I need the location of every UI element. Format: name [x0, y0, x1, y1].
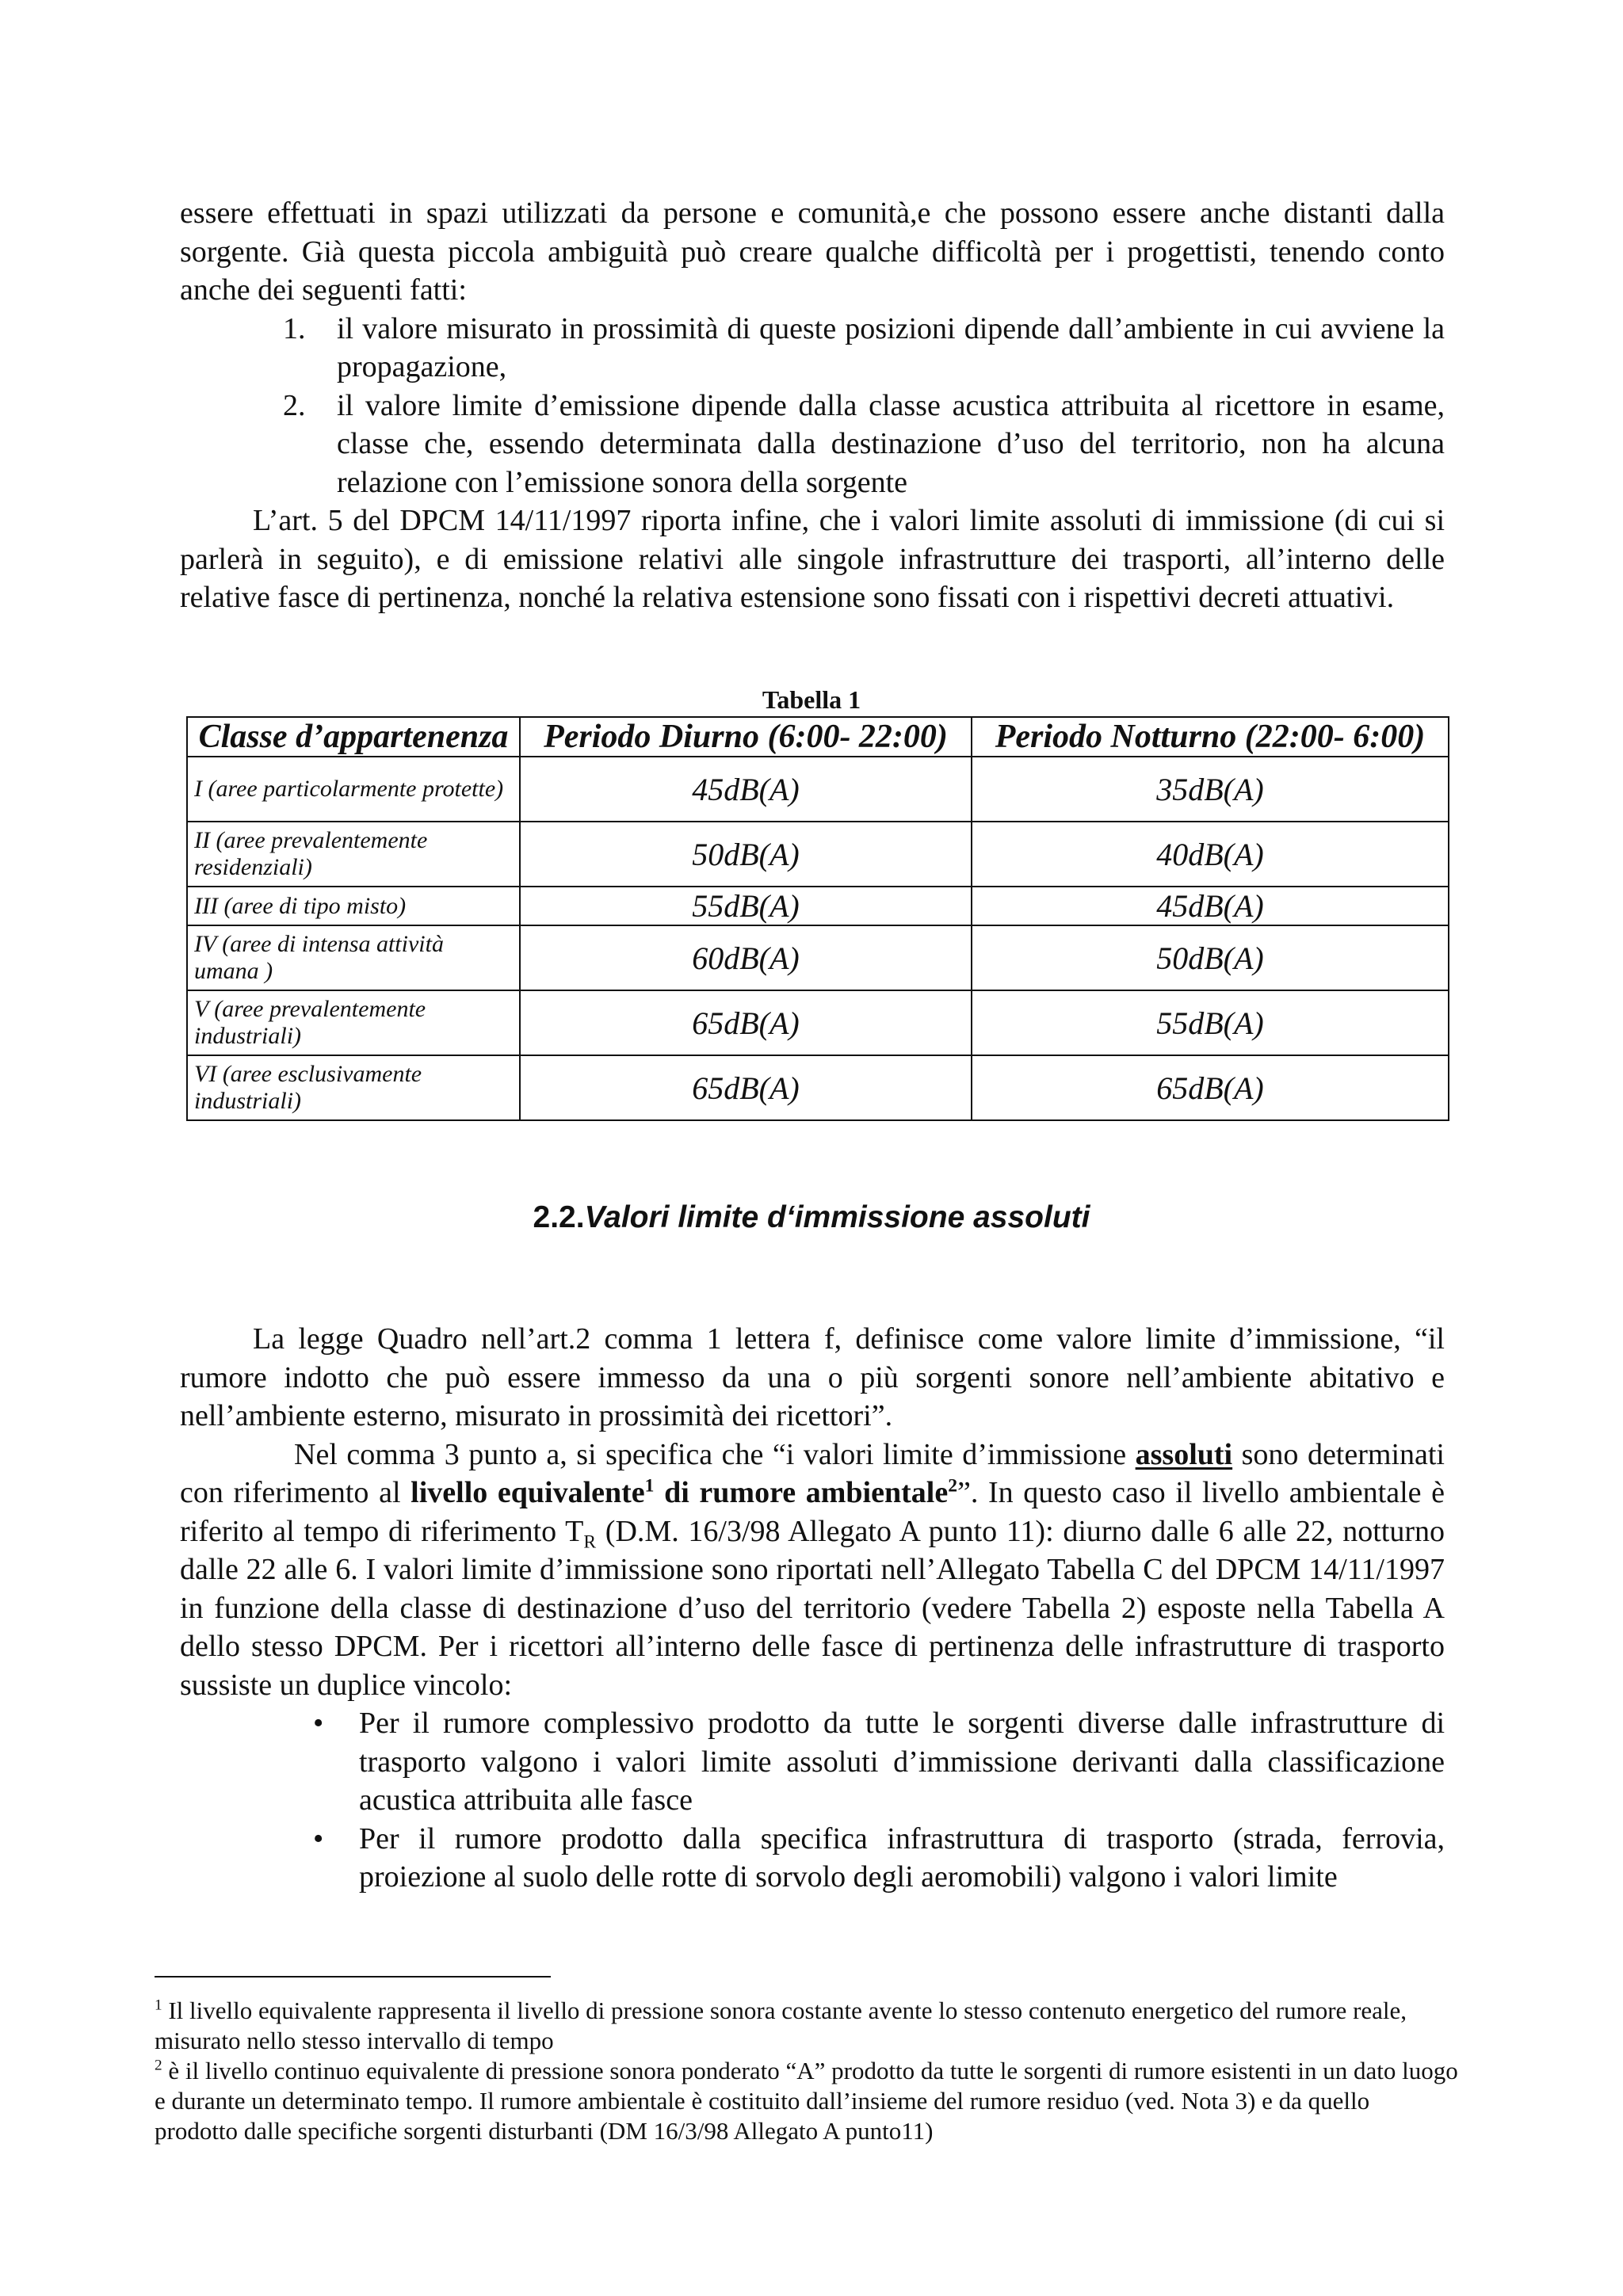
emphasis-assoluti: assoluti: [1135, 1437, 1233, 1471]
table-row: [187, 925, 1449, 990]
subscript-r: R: [583, 1531, 597, 1553]
class-cell: V (aree prevalentemente industriali): [187, 990, 520, 1055]
night-value: 45dB(A): [972, 887, 1449, 925]
footnote-ref-1[interactable]: 1: [644, 1475, 655, 1497]
bullet-item: [180, 1704, 1445, 1820]
numbered-list: [180, 310, 1445, 502]
table-row: [187, 887, 1449, 925]
list-item-text: il valore misurato in prossimità di queste posizioni dipende dall’ambiente in cui avviene la propagazione,: [337, 311, 1445, 383]
table-row: [187, 990, 1449, 1055]
list-item: [180, 310, 1445, 387]
section-heading: [0, 1199, 1623, 1237]
section-title: Valori limite d‘immissione assoluti: [584, 1200, 1090, 1234]
table-header-row: [187, 717, 1449, 757]
law-paragraph: La legge Quadro nell’art.2 comma 1 lettera f, definisce come valore limite d’immissione, “il rumore indotto che può essere immesso da una o più sorgenti sonore nell’ambiente abitativo e nell’ambiente esterno, misurato in prossimità dei ricettori”.: [180, 1322, 1445, 1432]
footnote-ref-2[interactable]: 2: [948, 1475, 957, 1497]
night-value: 55dB(A): [972, 990, 1449, 1055]
bullet-list: [180, 1704, 1445, 1897]
footnote-2: [155, 2056, 1458, 2146]
day-value: 60dB(A): [520, 925, 972, 990]
day-value: 65dB(A): [520, 1055, 972, 1120]
class-cell: VI (aree esclusivamente industriali): [187, 1055, 520, 1120]
list-item: [180, 387, 1445, 502]
emphasis-rumore-ambientale: di rumore ambientale: [654, 1476, 949, 1509]
limits-table: [186, 716, 1449, 1121]
day-value: 55dB(A): [520, 887, 972, 925]
header-day: Periodo Diurno (6:00- 22:00): [520, 717, 972, 757]
intro-paragraph: essere effettuati in spazi utilizzati da persone e comunità,e che possono essere anche distanti dalla sorgente. Già questa piccola ambiguità può creare qualche difficoltà per i progettisti, tenendo conto anche dei seguenti fatti:: [180, 196, 1445, 307]
bullet-icon: •: [313, 1707, 324, 1740]
class-cell: I (aree particolarmente protette): [187, 757, 520, 822]
table-row: [187, 757, 1449, 822]
header-night: Periodo Notturno (22:00- 6:00): [972, 717, 1449, 757]
night-value: 65dB(A): [972, 1055, 1449, 1120]
footnote-number: 2: [155, 2057, 162, 2074]
day-value: 50dB(A): [520, 822, 972, 887]
day-value: 65dB(A): [520, 990, 972, 1055]
footnote-text: è il livello continuo equivalente di pressione sonora ponderato “A” prodotto da tutte le sorgenti di rumore esistenti in un dato luogo e durante un determinato tempo. Il rumore ambientale è costituito dall’insieme del rumore residuo (ved. Nota 3) e da quello prodotto dalle specifiche sorgenti disturbanti (DM 16/3/98 Allegato A punto11): [155, 2057, 1458, 2145]
table-row: [187, 1055, 1449, 1120]
footnote-1: [155, 1996, 1458, 2056]
night-value: 40dB(A): [972, 822, 1449, 887]
footnote-divider: [155, 1976, 551, 1978]
class-cell: IV (aree di intensa attività umana ): [187, 925, 520, 990]
class-cell: II (aree prevalentemente residenziali): [187, 822, 520, 887]
footnotes: [155, 1996, 1458, 2146]
bullet-icon: •: [313, 1821, 324, 1855]
footnote-text: Il livello equivalente rappresenta il livello di pressione sonora costante avente lo stesso contenuto energetico del rumore reale, misurato nello stesso intervallo di tempo: [155, 1997, 1407, 2054]
night-value: 50dB(A): [972, 925, 1449, 990]
footnote-number: 1: [155, 1997, 162, 2014]
list-number: 2.: [283, 388, 306, 422]
table-row: [187, 822, 1449, 887]
table-caption: Tabella 1: [762, 685, 861, 714]
decree-paragraph: L’art. 5 del DPCM 14/11/1997 riporta infine, che i valori limite assoluti di immissione (di cui si parlerà in seguito), e di emissione relativi alle singole infrastrutture dei trasporti, all’interno delle relative fasce di pertinenza, nonché la relativa estensione sono fissati con i rispettivi decreti attuativi.: [180, 504, 1445, 614]
day-value: 45dB(A): [520, 757, 972, 822]
intro-block: [180, 194, 1445, 617]
header-class: Classe d’appartenenza: [187, 717, 520, 757]
section-number: 2.2.: [533, 1200, 585, 1234]
section-body: [180, 1320, 1445, 1897]
emphasis-livello-equivalente: livello equivalente: [411, 1476, 645, 1509]
class-cell: III (aree di tipo misto): [187, 887, 520, 925]
bullet-item: [180, 1820, 1445, 1897]
comma-paragraph: Nel comma 3 punto a, si specifica che “i valori limite d’immissione assoluti sono determinati con riferimento al livello equivalente$^1$ di rumore ambientale$^2$”. In questo caso il livello ambientale è riferito al tempo di riferimento $T_R$ (D.M. 16/3/98 Allegato A punto 11): diurno dalle 6 alle 22, notturno dalle 22 alle 6. I valori limite d’immissione sono riportati nell’Allegato Tabella C del DPCM 14/11/1997 in funzione della classe di destinazione d’uso del territorio (vedere Tabella 2) esposte nella Tabella A dello stesso DPCM. Per i ricettori all’interno delle fasce di pertinenza delle infrastrutture di trasporto sussiste un duplice vincolo:: [180, 1437, 1445, 1702]
night-value: 35dB(A): [972, 757, 1449, 822]
list-number: 1.: [283, 311, 306, 345]
bullet-text: Per il rumore complessivo prodotto da tutte le sorgenti diverse dalle infrastrutture di trasporto valgono i valori limite assoluti d’immissione derivanti dalla classificazione acustica attribuita alle fasce: [359, 1707, 1445, 1817]
bullet-text: Per il rumore prodotto dalla specifica infrastruttura di trasporto (strada, ferrovia, proiezione al suolo delle rotte di sorvolo degli aeromobili) valgono i valori limite: [359, 1821, 1445, 1894]
list-item-text: il valore limite d’emissione dipende dalla classe acustica attribuita al ricettore in esame, classe che, essendo determinata dalla destinazione d’uso del territorio, non ha alcuna relazione con l’emissione sonora della sorgente: [337, 388, 1445, 499]
